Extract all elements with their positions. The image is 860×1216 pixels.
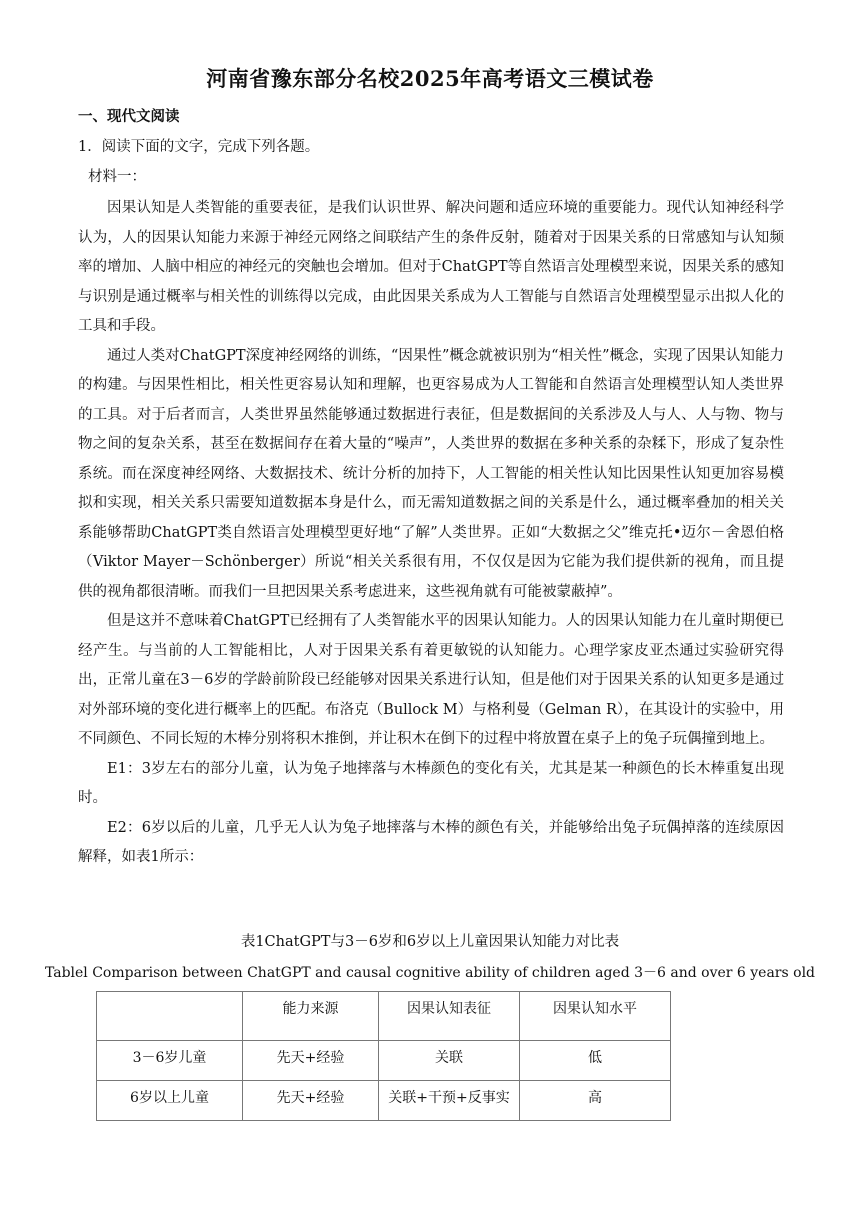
paragraph: 但是这并不意味着ChatGPT已经拥有了人类智能水平的因果认知能力。人的因果认知能力在儿童时期便已经产生。与当前的人工智能相比，人对于因果关系有着更敏锐的认知能力。心理学家皮亚杰通过实验研究得出，正常儿童在3－6岁的学龄前阶段已经能够对因果关系进行认知，但是他们对于因果关系的认知更多是通过对外部环境的变化进行概率上的匹配。布洛克（Bullock M）与格利曼（Gelman R），在其设计的实验中，用不同颜色、不同长短的木棒分别将积木推倒，并让积木在倒下的过程中将放置在桌子上的兔子玩偶撞到地上。 — [78, 613, 784, 747]
table-header-cell: 能力来源 — [243, 992, 379, 1041]
table-header-row — [97, 992, 671, 1041]
paragraph: E2：6岁以后的儿童，几乎无人认为兔子地摔落与木棒的颜色有关，并能够给出兔子玩偶掉落的连续原因解释，如表1所示： — [78, 819, 784, 865]
comparison-table — [96, 991, 671, 1121]
paragraph: E1：3岁左右的部分儿童，认为兔子地摔落与木棒颜色的变化有关，尤其是某一种颜色的长木棒重复出现时。 — [78, 760, 784, 806]
exam-title: 河南省豫东部分名校2025年高考语文三模试卷 — [206, 66, 654, 91]
paragraph: 通过人类对ChatGPT深度神经网络的训练，“因果性”概念就被识别为“相关性”概念，实现了因果认知能力的构建。与因果性相比，相关性更容易认知和理解，也更容易成为人工智能和自然语言处理模型认知人类世界的工具。对于后者而言，人类世界虽然能够通过数据进行表征，但是数据间的关系涉及人与人、人与物、物与物之间的复杂关系，甚至在数据间存在着大量的“噪声”，人类世界的数据在多种关系的杂糅下，形成了复杂性系统。而在深度神经网络、大数据技术、统计分析的加持下，人工智能的相关性认知比因果性认知更加容易模拟和实现，相关关系只需要知道数据本身是什么，而无需知道数据之间的关系是什么，通过概率叠加的相关关系能够帮助ChatGPT类自然语言处理模型更好地“了解”人类世界。正如“大数据之父”维克托•迈尔－舍恩伯格（Viktor Mayer－Schönberger）所说“相关关系很有用，不仅仅是因为它能为我们提供新的视角，而且提供的视角都很清晰。而我们一旦把因果关系考虑进来，这些视角就有可能被蒙蔽掉”。 — [78, 347, 784, 600]
table-cell: 低 — [520, 1041, 671, 1081]
reading-passage — [78, 194, 784, 873]
table-header-cell — [97, 992, 243, 1041]
section-heading: 一、现代文阅读 — [78, 108, 180, 125]
table-cell: 先天+经验 — [243, 1041, 379, 1081]
table-cell: 6岁以上儿童 — [97, 1081, 243, 1121]
table-header-cell: 因果认知表征 — [379, 992, 520, 1041]
material-label: 材料一： — [88, 169, 146, 185]
table-cell: 先天+经验 — [243, 1081, 379, 1121]
table-header-cell: 因果认知水平 — [520, 992, 671, 1041]
table-caption-cn: 表1ChatGPT与3－6岁和6岁以上儿童因果认知能力对比表 — [240, 934, 620, 950]
table-cell: 高 — [520, 1081, 671, 1121]
table-caption-en: Tablel Comparison between ChatGPT and causal cognitive ability of children aged 3－6 and over 6 years old — [44, 965, 816, 981]
table-row — [97, 1041, 671, 1081]
table-cell: 3－6岁儿童 — [97, 1041, 243, 1081]
question-prompt: 1．阅读下面的文字，完成下列各题。 — [78, 139, 320, 155]
table-cell: 关联 — [379, 1041, 520, 1081]
paragraph: 因果认知是人类智能的重要表征，是我们认识世界、解决问题和适应环境的重要能力。现代认知神经科学认为，人的因果认知能力来源于神经元网络之间联结产生的条件反射，随着对于因果关系的日常感知与认知频率的增加、人脑中相应的神经元的突触也会增加。但对于ChatGPT等自然语言处理模型来说，因果关系的感知与识别是通过概率与相关性的训练得以完成，由此因果关系成为人工智能与自然语言处理模型显示出拟人化的工具和手段。 — [78, 200, 784, 334]
table-row — [97, 1081, 671, 1121]
table-cell: 关联+干预+反事实 — [379, 1081, 520, 1121]
